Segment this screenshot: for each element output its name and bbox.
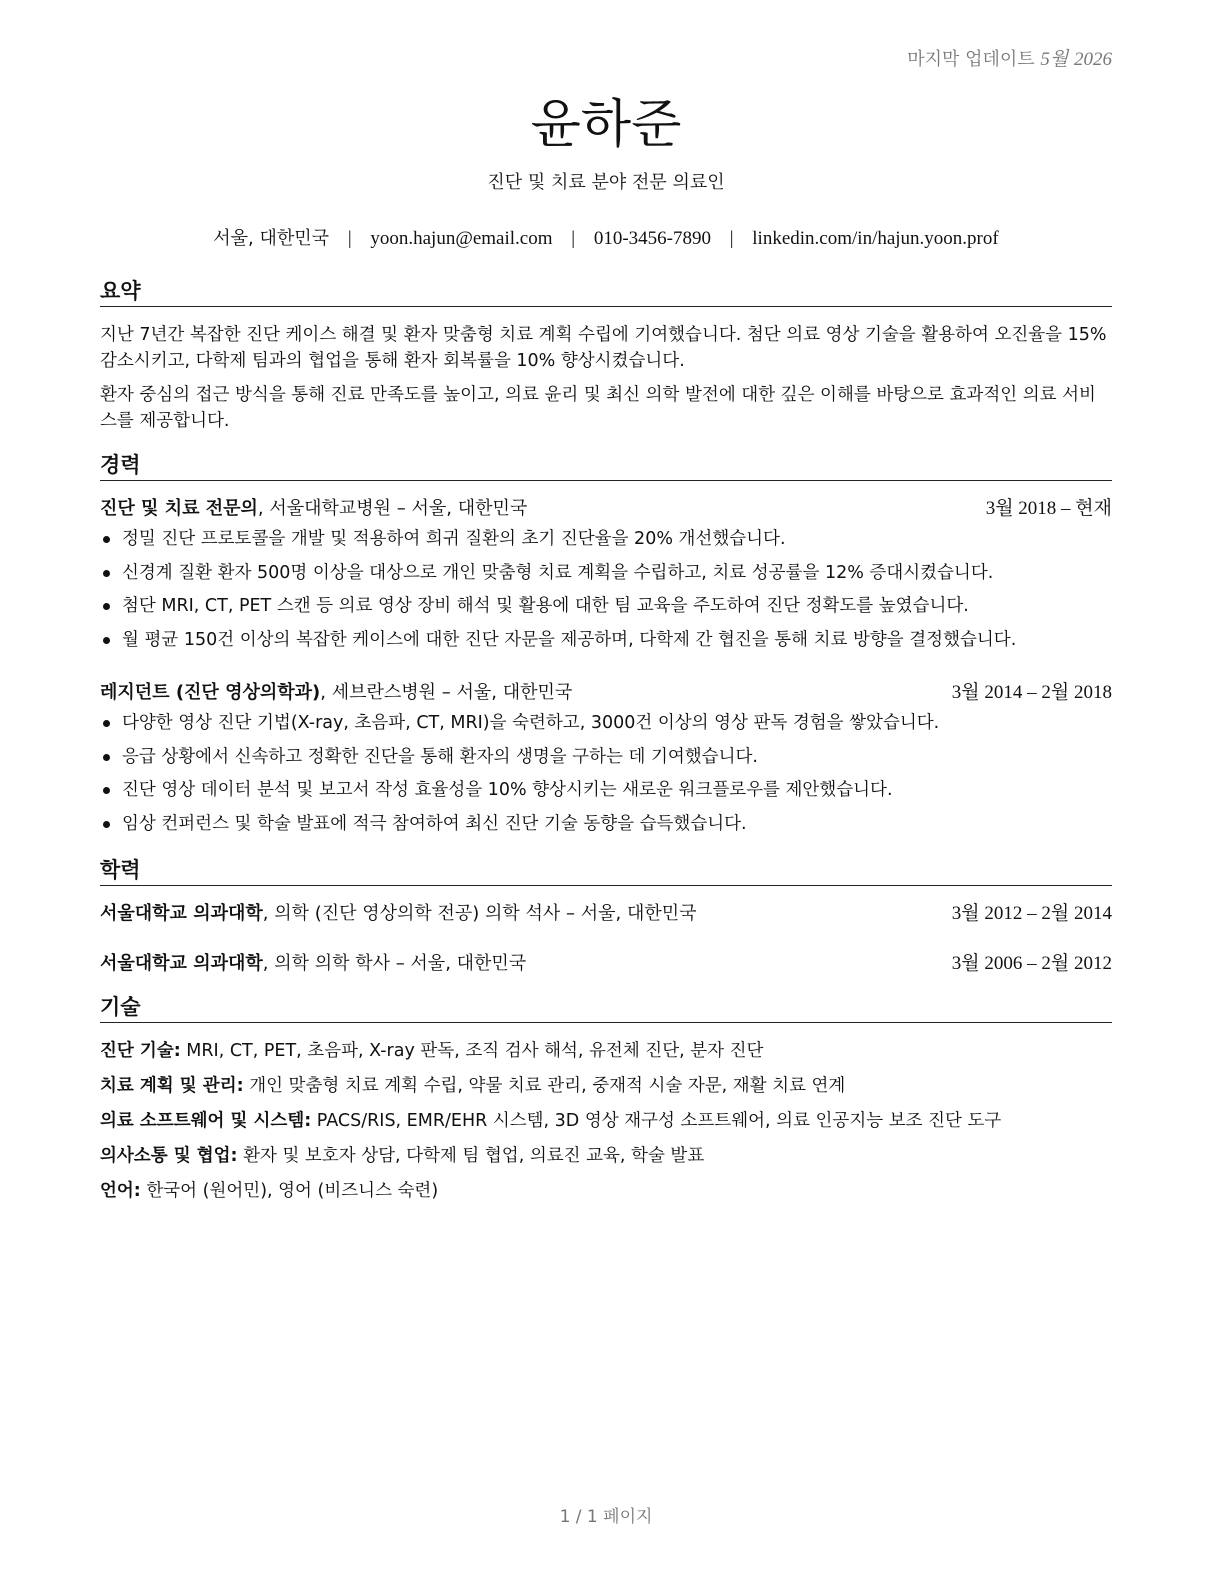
contact-separator: |	[571, 228, 576, 249]
section-title-summary: 요약	[100, 278, 1112, 307]
skill-line	[100, 1178, 1112, 1204]
contact-separator: |	[347, 228, 352, 249]
section-title-skills: 기술	[100, 994, 1112, 1023]
last-updated-label: 마지막 업데이트	[907, 49, 1035, 70]
skill-label: 언어:	[100, 1181, 141, 1201]
page-footer	[100, 1502, 1112, 1527]
experience-date: 3월 2018 – 현재	[985, 498, 1112, 519]
summary-paragraph: 환자 중심의 접근 방식을 통해 진료 만족도를 높이고, 의료 윤리 및 최신 의학 발전에 대한 깊은 이해를 바탕으로 효과적인 의료 서비스를 제공합니다.	[100, 385, 1096, 431]
skill-value: 개인 맞춤형 치료 계획 수립, 약물 치료 관리, 중재적 시술 자문, 재활 치료 연계	[243, 1076, 846, 1096]
experience-date: 3월 2014 – 2월 2018	[951, 682, 1112, 703]
skill-label: 치료 계획 및 관리:	[100, 1076, 244, 1096]
education-date: 3월 2006 – 2월 2012	[951, 953, 1112, 974]
page-label: 페이지	[603, 1507, 653, 1527]
education-school: 서울대학교 의과대학	[100, 953, 263, 974]
last-updated-year: 2026	[1074, 49, 1112, 70]
summary-paragraph: 지난 7년간 복잡한 진단 케이스 해결 및 환자 맞춤형 치료 계획 수립에 기여했습니다. 첨단 의료 영상 기술을 활용하여 오진율을 15% 감소시키고, 다학제 팀과의 협업을 통해 환자 회복률을 10% 향상시켰습니다.	[100, 325, 1107, 371]
skill-label: 진단 기술:	[100, 1041, 181, 1061]
headline: 진단 및 치료 분야 전문 의료인	[487, 172, 725, 193]
last-updated-month: 5월	[1040, 49, 1069, 70]
education-date: 3월 2012 – 2월 2014	[951, 903, 1112, 924]
contact-linkedin[interactable]: linkedin.com/in/hajun.yoon.prof	[752, 228, 999, 249]
skill-line	[100, 1038, 1112, 1064]
skill-value: MRI, CT, PET, 초음파, X-ray 판독, 조직 검사 해석, 유전체 진단, 분자 진단	[180, 1041, 764, 1061]
education-detail: , 의학 (진단 영상의학 전공) 의학 석사 – 서울, 대한민국	[262, 903, 697, 924]
list-item: 월 평균 150건 이상의 복잡한 케이스에 대한 진단 자문을 제공하며, 다학제 간 협진을 통해 치료 방향을 결정했습니다.	[100, 627, 1112, 661]
experience-bullets	[100, 710, 1112, 844]
page-indicator: 1 / 1	[559, 1507, 598, 1527]
last-updated	[907, 44, 1112, 71]
skill-label: 의사소통 및 협업:	[100, 1146, 238, 1166]
skill-line	[100, 1108, 1112, 1134]
contact-line	[100, 224, 1112, 250]
candidate-name: 윤하준	[530, 95, 682, 155]
experience-role: 레지던트 (진단 영상의학과)	[100, 682, 321, 703]
skill-value: 환자 및 보호자 상담, 다학제 팀 협업, 의료진 교육, 학술 발표	[237, 1146, 705, 1166]
resume-page	[100, 0, 1112, 1584]
contact-phone[interactable]: 010-3456-7890	[593, 228, 711, 249]
skill-line	[100, 1073, 1112, 1099]
list-item: 응급 상황에서 신속하고 정확한 진단을 통해 환자의 생명을 구하는 데 기여했습니다.	[100, 744, 1112, 778]
list-item: 첨단 MRI, CT, PET 스캔 등 의료 영상 장비 해석 및 활용에 대한 팀 교육을 주도하여 진단 정확도를 높였습니다.	[100, 593, 1112, 627]
experience-entry-header	[100, 680, 1112, 706]
experience-org: , 세브란스병원 – 서울, 대한민국	[320, 682, 573, 703]
list-item: 신경계 질환 환자 500명 이상을 대상으로 개인 맞춤형 치료 계획을 수립하고, 치료 성공률을 12% 증대시켰습니다.	[100, 560, 1112, 594]
education-entry	[100, 901, 1112, 927]
skill-value: 한국어 (원어민), 영어 (비즈니스 숙련)	[140, 1181, 439, 1201]
skill-value: PACS/RIS, EMR/EHR 시스템, 3D 영상 재구성 소프트웨어, 의료 인공지능 보조 진단 도구	[311, 1111, 1002, 1131]
section-title-education: 학력	[100, 857, 1112, 886]
experience-org: , 서울대학교병원 – 서울, 대한민국	[257, 498, 528, 519]
list-item: 진단 영상 데이터 분석 및 보고서 작성 효율성을 10% 향상시키는 새로운 워크플로우를 제안했습니다.	[100, 777, 1112, 811]
section-title-experience: 경력	[100, 452, 1112, 481]
contact-location: 서울, 대한민국	[213, 228, 330, 249]
experience-bullets	[100, 526, 1112, 660]
education-entry	[100, 951, 1112, 977]
list-item: 정밀 진단 프로토콜을 개발 및 적용하여 희귀 질환의 초기 진단율을 20% 개선했습니다.	[100, 526, 1112, 560]
list-item: 다양한 영상 진단 기법(X-ray, 초음파, CT, MRI)을 숙련하고, 3000건 이상의 영상 판독 경험을 쌓았습니다.	[100, 710, 1112, 744]
education-school: 서울대학교 의과대학	[100, 903, 263, 924]
education-detail: , 의학 의학 학사 – 서울, 대한민국	[262, 953, 527, 974]
skill-label: 의료 소프트웨어 및 시스템:	[100, 1111, 312, 1131]
experience-entry-header	[100, 496, 1112, 522]
contact-separator: |	[729, 228, 734, 249]
experience-role: 진단 및 치료 전문의	[100, 498, 258, 519]
contact-email[interactable]: yoon.hajun@email.com	[370, 228, 553, 249]
skill-line	[100, 1143, 1112, 1169]
list-item: 임상 컨퍼런스 및 학술 발표에 적극 참여하여 최신 진단 기술 동향을 습득했습니다.	[100, 811, 1112, 845]
